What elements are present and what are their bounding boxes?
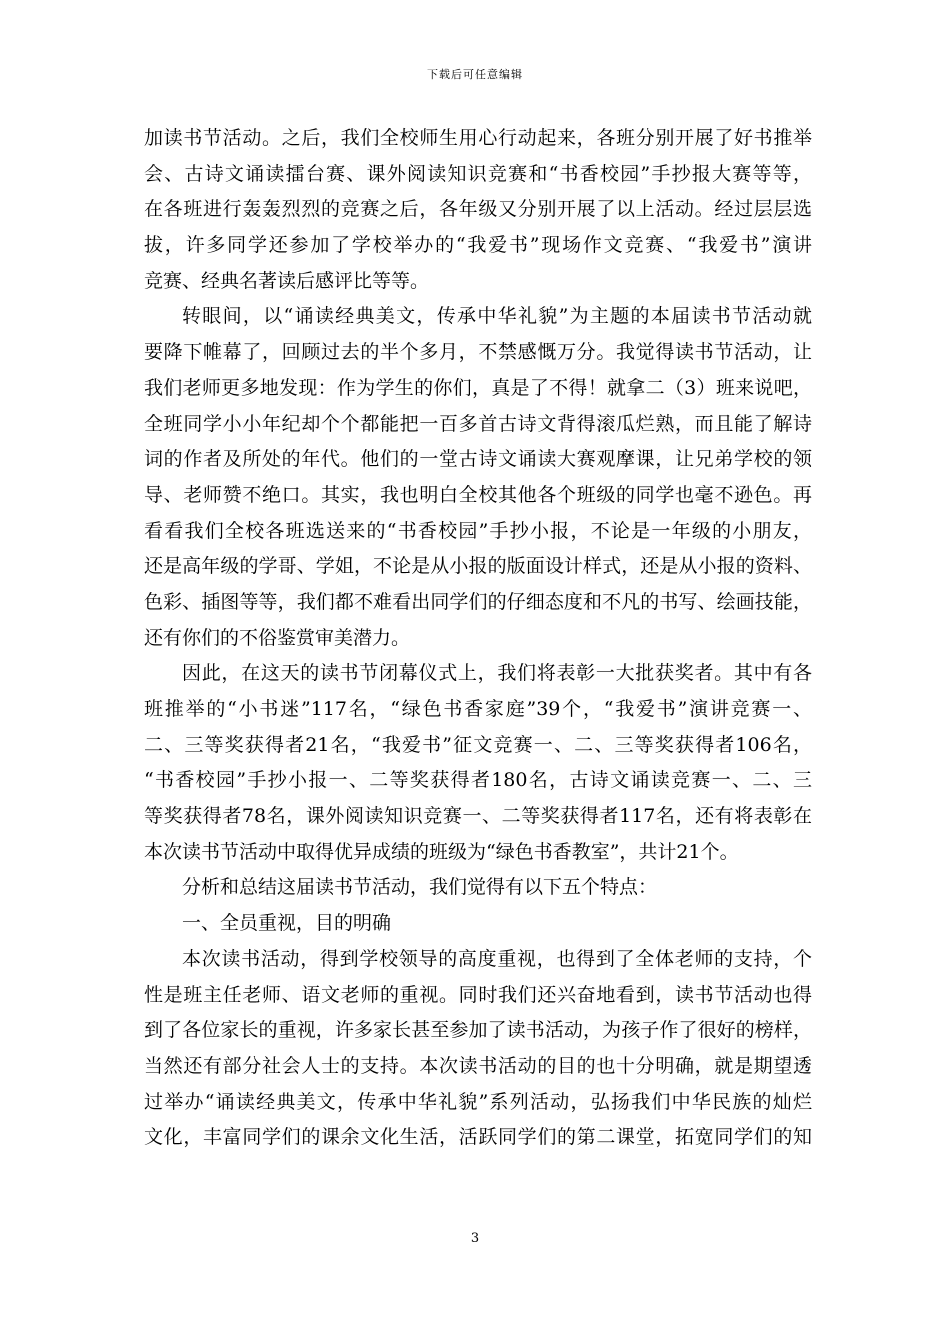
text-line: 拔，许多同学还参加了学校举办的“我爱书”现场作文竞赛、“我爱书”演讲 bbox=[144, 234, 812, 257]
text-line: 等奖获得者78名，课外阅读知识竞赛一、二等奖获得者117名，还有将表彰在 bbox=[144, 805, 812, 828]
text-line: 全班同学小小年纪却个个都能把一百多首古诗文背得滚瓜烂熟，而且能了解诗 bbox=[144, 412, 812, 435]
text-line: 我们老师更多地发现：作为学生的你们，真是了不得！就拿二（3）班来说吧， bbox=[144, 376, 812, 399]
text-line: 文化，丰富同学们的课余文化生活，活跃同学们的第二课堂，拓宽同学们的知 bbox=[144, 1126, 812, 1149]
text-line: 在各班进行轰轰烈烈的竞赛之后，各年级又分别开展了以上活动。经过层层选 bbox=[144, 198, 812, 221]
text-line: 加读书节活动。之后，我们全校师生用心行动起来，各班分别开展了好书推举 bbox=[144, 127, 812, 149]
text-line: 过举办“诵读经典美文，传承中华礼貌”系列活动，弘扬我们中华民族的灿烂 bbox=[144, 1090, 812, 1113]
text-line: 本次读书活动，得到学校领导的高度重视，也得到了全体老师的支持，个 bbox=[182, 947, 812, 970]
text-line: 还有你们的不俗鉴赏审美潜力。 bbox=[144, 626, 411, 649]
text-line: 一、全员重视，目的明确 bbox=[182, 912, 392, 935]
text-line: 色彩、插图等等，我们都不难看出同学们的仔细态度和不凡的书写、绘画技能， bbox=[144, 590, 812, 613]
text-line: 性是班主任老师、语文老师的重视。同时我们还兴奋地看到，读书节活动也得 bbox=[144, 983, 812, 1006]
page-number: 3 bbox=[470, 1231, 480, 1246]
text-line: 会、古诗文诵读擂台赛、课外阅读知识竞赛和“书香校园”手抄报大赛等等， bbox=[144, 162, 812, 185]
text-line: 到了各位家长的重视，许多家长甚至参加了读书活动，为孩子作了很好的榜样， bbox=[144, 1019, 812, 1042]
text-line: 转眼间，以“诵读经典美文，传承中华礼貌”为主题的本届读书节活动就 bbox=[182, 305, 812, 328]
text-line: 要降下帷幕了，回顾过去的半个多月，不禁感慨万分。我觉得读书节活动，让 bbox=[144, 341, 812, 364]
text-line: 竞赛、经典名著读后感评比等等。 bbox=[144, 269, 430, 292]
text-line: 看看我们全校各班选送来的“书香校园”手抄小报，不论是一年级的小朋友， bbox=[144, 519, 812, 542]
page-header: 下载后可任意编辑 bbox=[427, 68, 523, 81]
text-line: 导、老师赞不绝口。其实，我也明白全校其他各个班级的同学也毫不逊色。再 bbox=[144, 483, 812, 506]
text-line: 班推举的“小书迷”117名，“绿色书香家庭”39个，“我爱书”演讲竞赛一、 bbox=[144, 698, 812, 720]
text-line: 因此，在这天的读书节闭幕仪式上，我们将表彰一大批获奖者。其中有各 bbox=[182, 662, 812, 685]
text-line: 还是高年级的学哥、学姐，不论是从小报的版面设计样式，还是从小报的资料、 bbox=[144, 555, 812, 578]
text-line: 二、三等奖获得者21名，“我爱书”征文竞赛一、二、三等奖获得者106名， bbox=[144, 733, 812, 756]
document-body bbox=[144, 121, 812, 1156]
text-line: 本次读书节活动中取得优异成绩的班级为“绿色书香教室”，共计21个。 bbox=[144, 840, 739, 863]
text-line: “书香校园”手抄小报一、二等奖获得者180名，古诗文诵读竞赛一、二、三 bbox=[144, 769, 812, 792]
text-line: 词的作者及所处的年代。他们的一堂古诗文诵读大赛观摩课，让兄弟学校的领 bbox=[144, 448, 812, 471]
text-line: 分析和总结这届读书节活动，我们觉得有以下五个特点： bbox=[182, 876, 658, 899]
text-line: 当然还有部分社会人士的支持。本次读书活动的目的也十分明确，就是期望透 bbox=[144, 1054, 812, 1077]
